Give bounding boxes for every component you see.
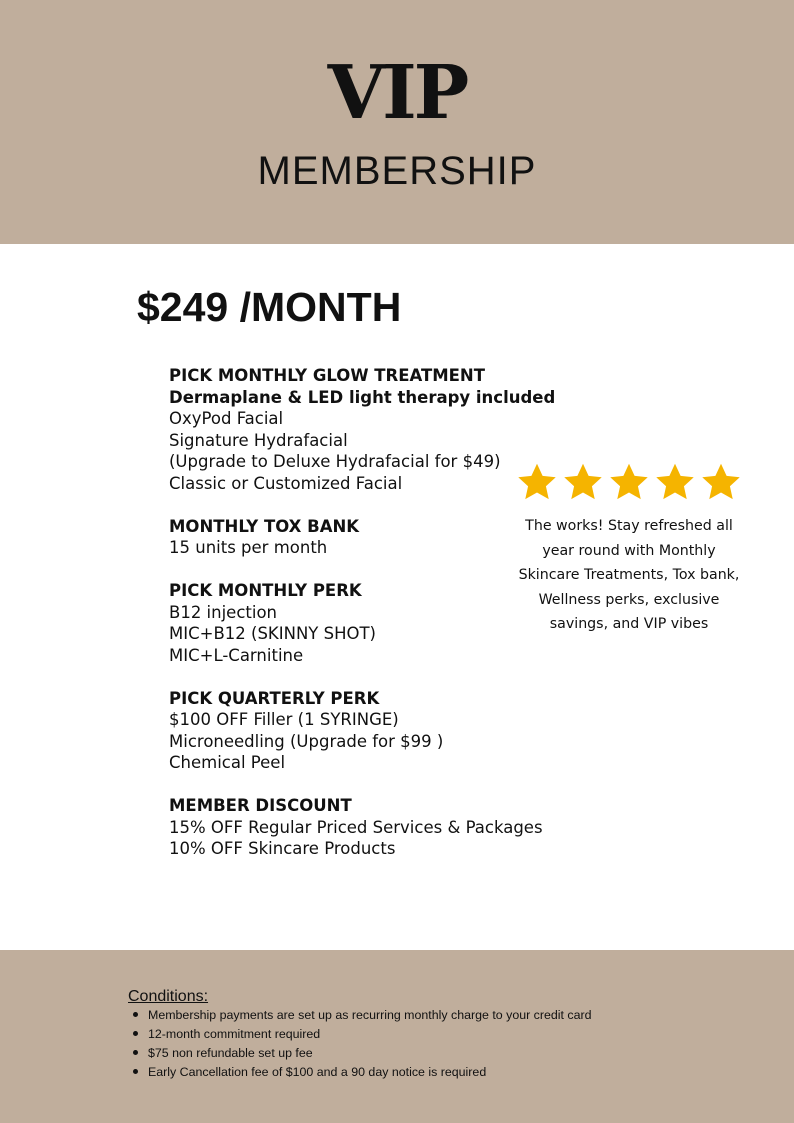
condition-item: [133, 1063, 592, 1082]
section-heading: PICK MONTHLY PERK: [169, 581, 362, 600]
condition-item: [133, 1025, 592, 1044]
section-heading: MEMBER DISCOUNT: [169, 796, 352, 815]
star-icon: [608, 461, 650, 503]
vip-title: VIP: [327, 50, 467, 136]
bullet-icon: [133, 1069, 138, 1074]
condition-item: [133, 1044, 592, 1063]
benefit-item: Microneedling (Upgrade for $99 ): [169, 731, 444, 751]
five-star-rating: [516, 460, 742, 504]
benefit-item: Signature Hydrafacial: [169, 430, 348, 450]
benefit-item: MIC+B12 (SKINNY SHOT): [169, 624, 376, 643]
star-icon: [654, 461, 696, 503]
benefit-item: 15% OFF Regular Priced Services & Packages: [169, 817, 543, 837]
star-icon: [562, 461, 604, 503]
section-heading: PICK QUARTERLY PERK: [169, 688, 380, 708]
benefit-item: Classic or Customized Facial: [169, 473, 403, 493]
benefit-section: [169, 795, 599, 860]
condition-item: [133, 1006, 592, 1025]
benefit-section: [169, 688, 599, 774]
benefit-item: Chemical Peel: [169, 753, 286, 772]
price-label: $249 /MONTH: [137, 284, 402, 330]
condition-text: Membership payments are set up as recurring monthly charge to your credit card: [148, 1008, 592, 1022]
benefit-item: 15 units per month: [169, 538, 328, 557]
benefit-item: B12 injection: [169, 602, 278, 622]
section-subheading: Dermaplane & LED light therapy included: [169, 387, 556, 407]
rating-description: The works! Stay refreshed all year round with Monthly Skincare Treatments, Tox bank, Wellness perks, exclusive savings, and VIP vibes: [518, 518, 740, 633]
star-icon: [516, 461, 558, 503]
benefit-item: MIC+L-Carnitine: [169, 645, 304, 665]
condition-text: $75 non refundable set up fee: [148, 1046, 313, 1060]
bullet-icon: [133, 1050, 138, 1055]
section-heading: PICK MONTHLY GLOW TREATMENT: [169, 366, 485, 385]
bullet-icon: [133, 1012, 138, 1017]
benefit-item: 10% OFF Skincare Products: [169, 839, 396, 858]
benefit-item: $100 OFF Filler (1 SYRINGE): [169, 710, 399, 729]
condition-text: Early Cancellation fee of $100 and a 90 day notice is required: [148, 1065, 487, 1079]
benefit-item: OxyPod Facial: [169, 409, 284, 428]
conditions-list: [133, 1006, 592, 1082]
header-band: [0, 0, 794, 244]
condition-text: 12-month commitment required: [148, 1027, 321, 1041]
bullet-icon: [133, 1031, 138, 1036]
membership-title: MEMBERSHIP: [257, 149, 537, 193]
star-icon: [700, 461, 742, 503]
conditions-title: Conditions:: [128, 988, 209, 1005]
benefit-item: (Upgrade to Deluxe Hydrafacial for $49): [169, 452, 501, 471]
section-heading: MONTHLY TOX BANK: [169, 516, 360, 536]
